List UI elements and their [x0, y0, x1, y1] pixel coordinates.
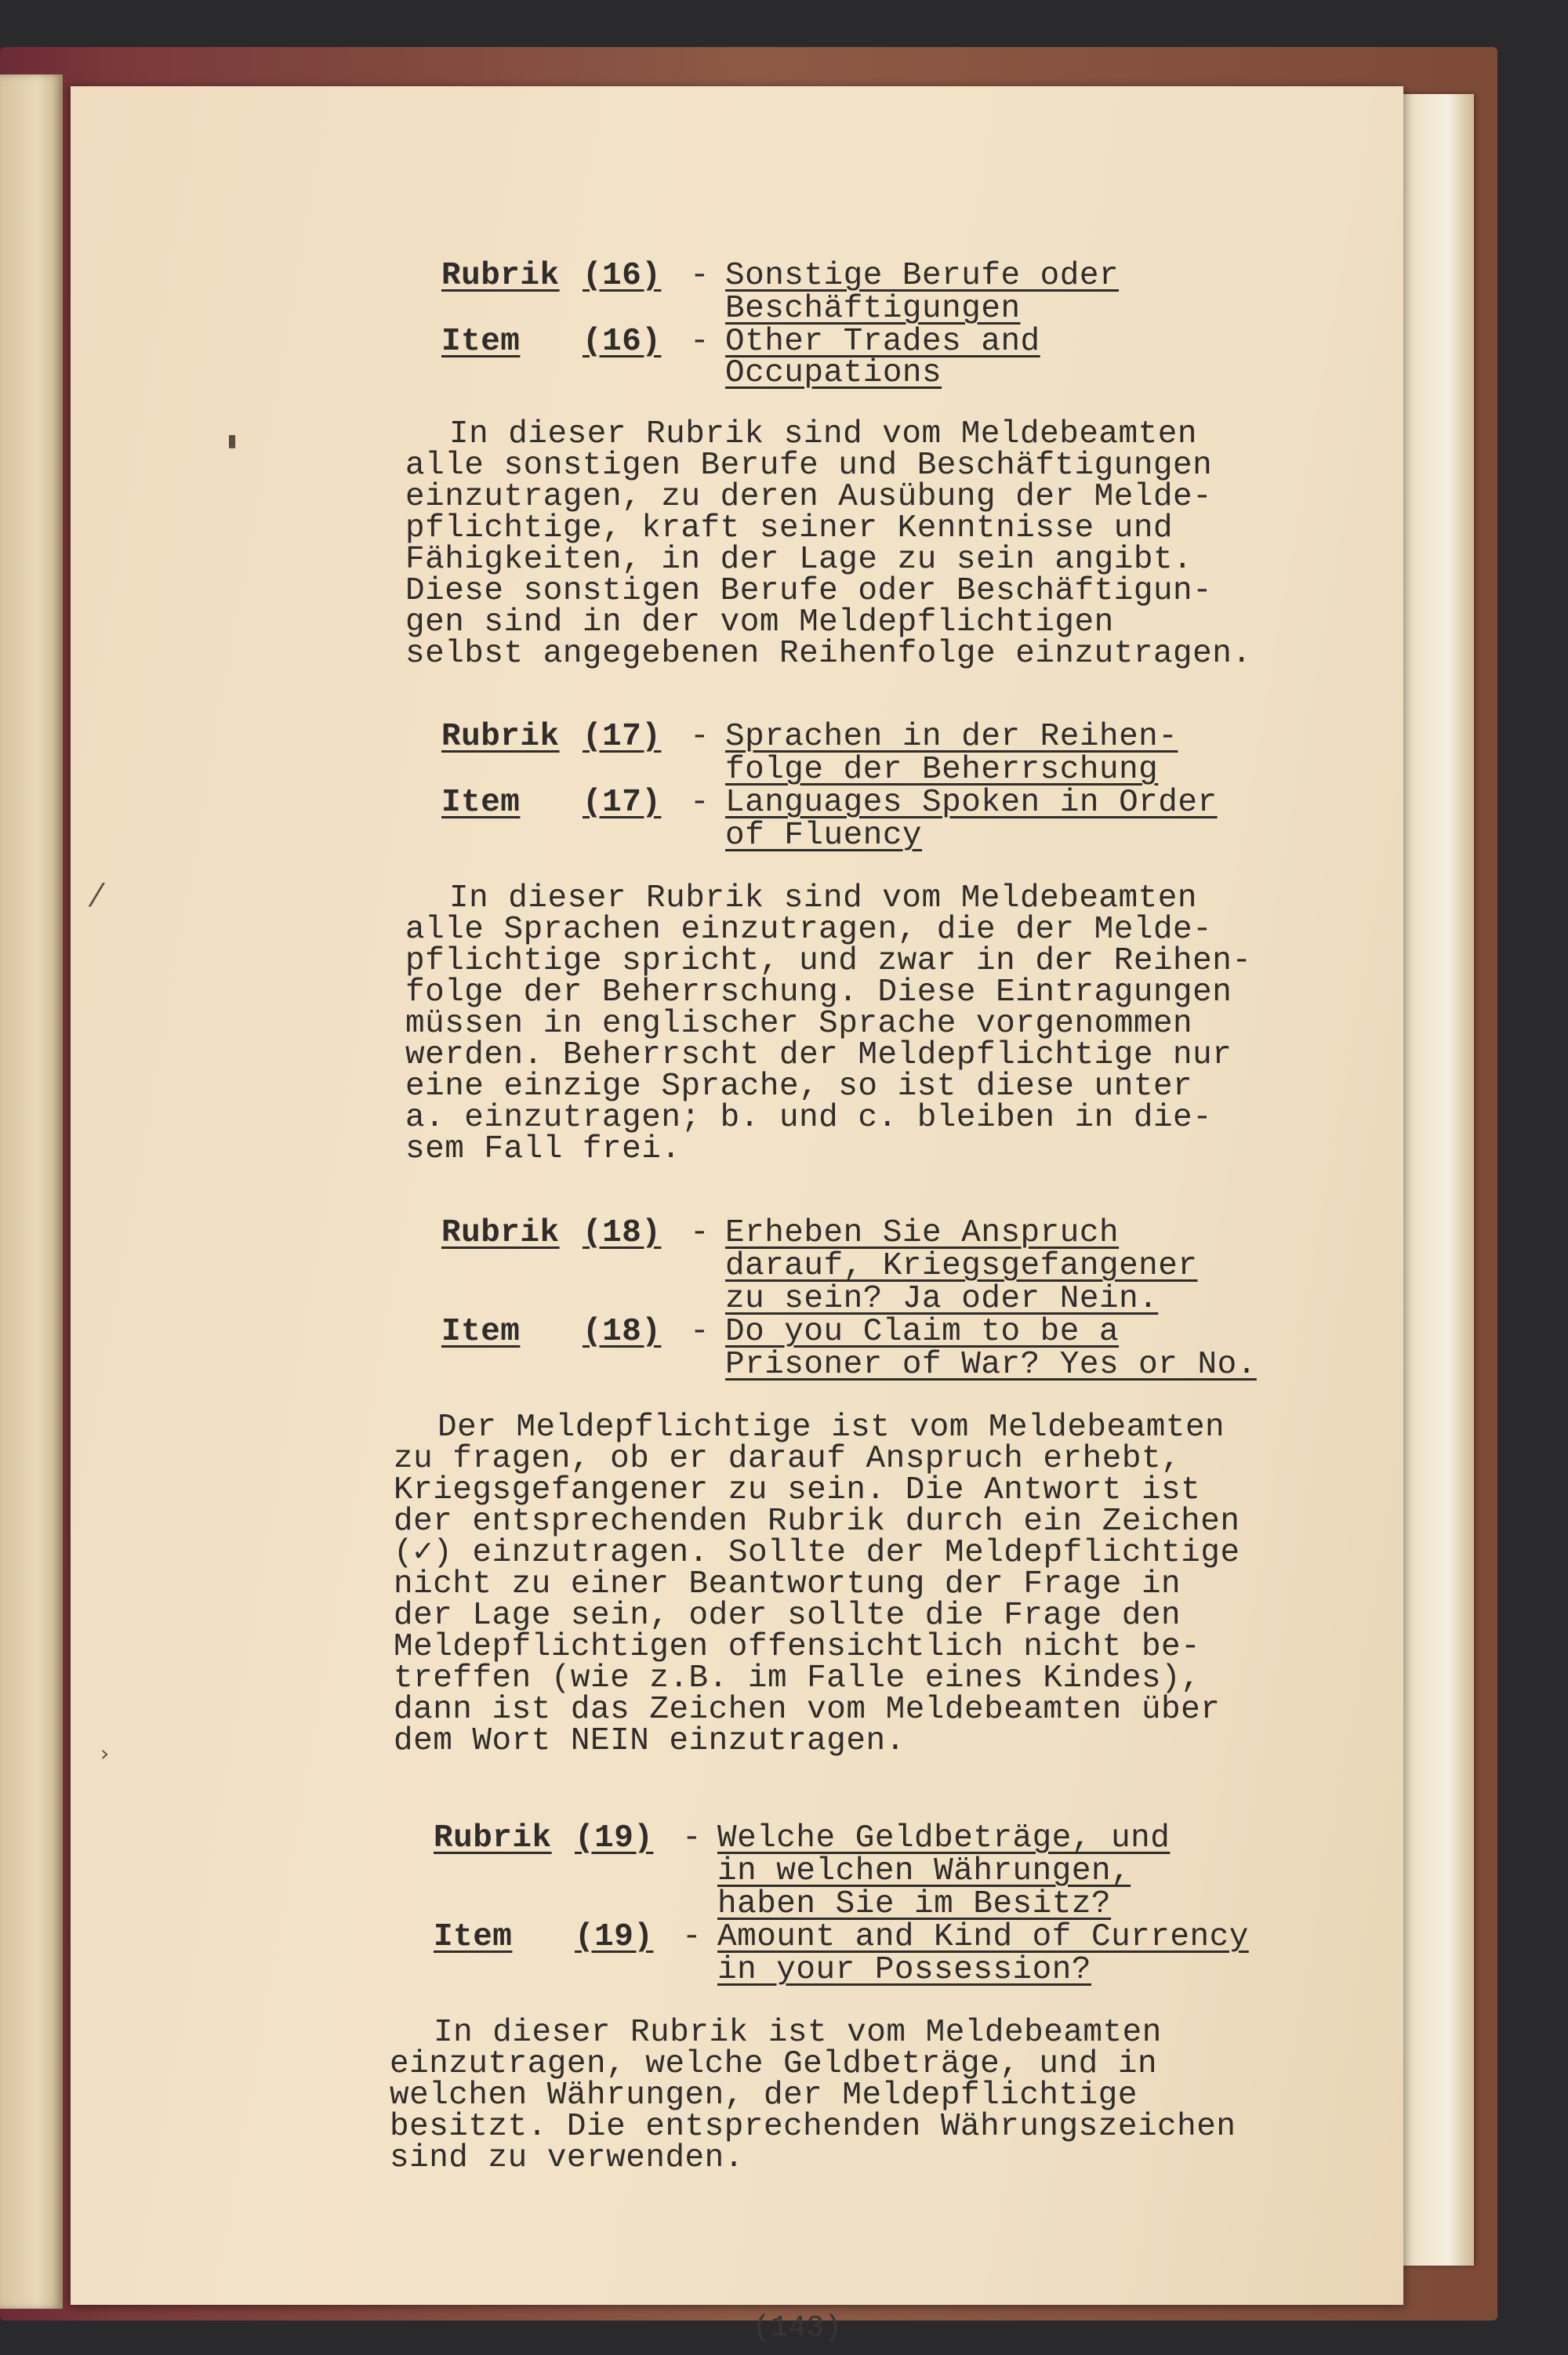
paragraph-line: gen sind in der vom Meldepflichtigen [405, 604, 1114, 640]
item-title-line: Prisoner of War? Yes or No. [725, 1347, 1257, 1383]
item-title-line: in your Possession? [717, 1952, 1091, 1988]
item-title-line: Amount and Kind of Currency [717, 1919, 1249, 1955]
document-page [71, 86, 1403, 2345]
rubrik-number: (16) [583, 258, 662, 294]
paragraph-line: der entsprechenden Rubrik durch ein Zeichen [394, 1504, 1240, 1540]
rubrik-title-line: Beschäftigungen [725, 291, 1021, 327]
dash: - [682, 1820, 702, 1856]
paragraph-line: folge der Beherrschung. Diese Eintragungen [405, 974, 1232, 1011]
paragraph-line: Fähigkeiten, in der Lage zu sein angibt. [405, 542, 1193, 578]
paragraph-line: einzutragen, zu deren Ausübung der Melde- [405, 479, 1213, 515]
paragraph-line: selbst angegebenen Reihenfolge einzutragen. [405, 636, 1252, 672]
dash: - [690, 785, 710, 821]
paragraph-line: a. einzutragen; b. und c. bleiben in die- [405, 1100, 1213, 1136]
paragraph-line: eine einzige Sprache, so ist diese unter [405, 1069, 1193, 1105]
dash: - [690, 1314, 710, 1350]
rubrik-title-line: folge der Beherrschung [725, 752, 1159, 788]
dash: - [690, 324, 710, 360]
item-label: Item [441, 785, 521, 821]
rubrik-title-line: darauf, Kriegsgefangener [725, 1248, 1198, 1284]
item-number: (18) [583, 1314, 662, 1350]
item-title-line: Do you Claim to be a [725, 1314, 1120, 1350]
paragraph-line: In dieser Rubrik sind vom Meldebeamten [449, 880, 1197, 916]
item-title-line: of Fluency [725, 818, 923, 854]
paragraph-line: dann ist das Zeichen vom Meldebeamten über [394, 1692, 1221, 1728]
paragraph-line: alle Sprachen einzutragen, die der Melde- [405, 912, 1213, 948]
rubrik-title-line: Welche Geldbeträge, und [717, 1820, 1171, 1856]
paragraph-line: dem Wort NEIN einzutragen. [394, 1723, 906, 1759]
rubrik-number: (17) [583, 719, 662, 755]
item-label: Item [434, 1919, 513, 1955]
item-label: Item [441, 324, 521, 360]
rubrik-title-line: Sprachen in der Reihen- [725, 719, 1178, 755]
paragraph-line: besitzt. Die entsprechenden Währungszeichen [390, 2109, 1236, 2145]
dash: - [690, 1215, 710, 1251]
rubrik-label: Rubrik [441, 719, 560, 755]
paragraph-line: Diese sonstigen Berufe oder Beschäftigun- [405, 573, 1213, 609]
paragraph-line: sem Fall frei. [405, 1131, 681, 1167]
paragraph-line: sind zu verwenden. [390, 2140, 744, 2176]
rubrik-title-line: Sonstige Berufe oder [725, 258, 1120, 294]
paragraph-line: der Lage sein, oder sollte die Frage den [394, 1598, 1181, 1634]
paragraph-line: welchen Währungen, der Meldepflichtige [390, 2077, 1138, 2114]
margin-mark: ▮ [227, 431, 238, 451]
rubrik-label: Rubrik [441, 258, 560, 294]
item-number: (17) [583, 785, 662, 821]
margin-mark: ⁄ [94, 878, 100, 914]
paragraph-line: pflichtige spricht, und zwar in der Reihen- [405, 943, 1252, 979]
paragraph-line: Der Meldepflichtige ist vom Meldebeamten [437, 1410, 1225, 1446]
page-number: (143) [753, 2311, 843, 2345]
dash: - [682, 1919, 702, 1955]
paragraph-line: alle sonstigen Berufe und Beschäftigungen [405, 448, 1213, 484]
item-number: (16) [583, 324, 662, 360]
rubrik-label: Rubrik [434, 1820, 552, 1856]
paragraph-line: einzutragen, welche Geldbeträge, und in [390, 2046, 1158, 2082]
margin-mark: › [100, 1740, 110, 1766]
rubrik-title-line: zu sein? Ja oder Nein. [725, 1281, 1159, 1317]
paragraph-line: müssen in englischer Sprache vorgenommen [405, 1006, 1193, 1042]
paragraph-line: nicht zu einer Beantwortung der Frage in [394, 1566, 1181, 1602]
item-number: (19) [575, 1919, 654, 1955]
rubrik-title-line: haben Sie im Besitz? [717, 1886, 1112, 1922]
item-label: Item [441, 1314, 521, 1350]
paragraph-line: werden. Beherrscht der Meldepflichtige nur [405, 1037, 1232, 1073]
paragraph-line: Kriegsgefangener zu sein. Die Antwort ist [394, 1472, 1201, 1508]
rubrik-title-line: Erheben Sie Anspruch [725, 1215, 1120, 1251]
paragraph-line: pflichtige, kraft seiner Kenntnisse und [405, 510, 1174, 546]
paragraph-line: zu fragen, ob er darauf Anspruch erhebt, [394, 1441, 1181, 1477]
rubrik-number: (19) [575, 1820, 654, 1856]
dash: - [690, 719, 710, 755]
item-title-line: Occupations [725, 355, 942, 391]
paragraph-line: treffen (wie z.B. im Falle eines Kindes), [394, 1660, 1201, 1696]
paragraph-line: (✓) einzutragen. Sollte der Meldepflichtige [394, 1535, 1240, 1571]
item-title-line: Languages Spoken in Order [725, 785, 1218, 821]
paragraph-line: In dieser Rubrik sind vom Meldebeamten [449, 416, 1197, 452]
rubrik-label: Rubrik [441, 1215, 560, 1251]
left-page-edge [0, 74, 63, 2309]
rubrik-title-line: in welchen Währungen, [717, 1853, 1131, 1889]
paragraph-line: In dieser Rubrik ist vom Meldebeamten [434, 2015, 1162, 2051]
item-title-line: Other Trades and [725, 324, 1040, 360]
dash: - [690, 258, 710, 294]
paragraph-line: Meldepflichtigen offensichtlich nicht be- [394, 1629, 1201, 1665]
rubrik-number: (18) [583, 1215, 662, 1251]
